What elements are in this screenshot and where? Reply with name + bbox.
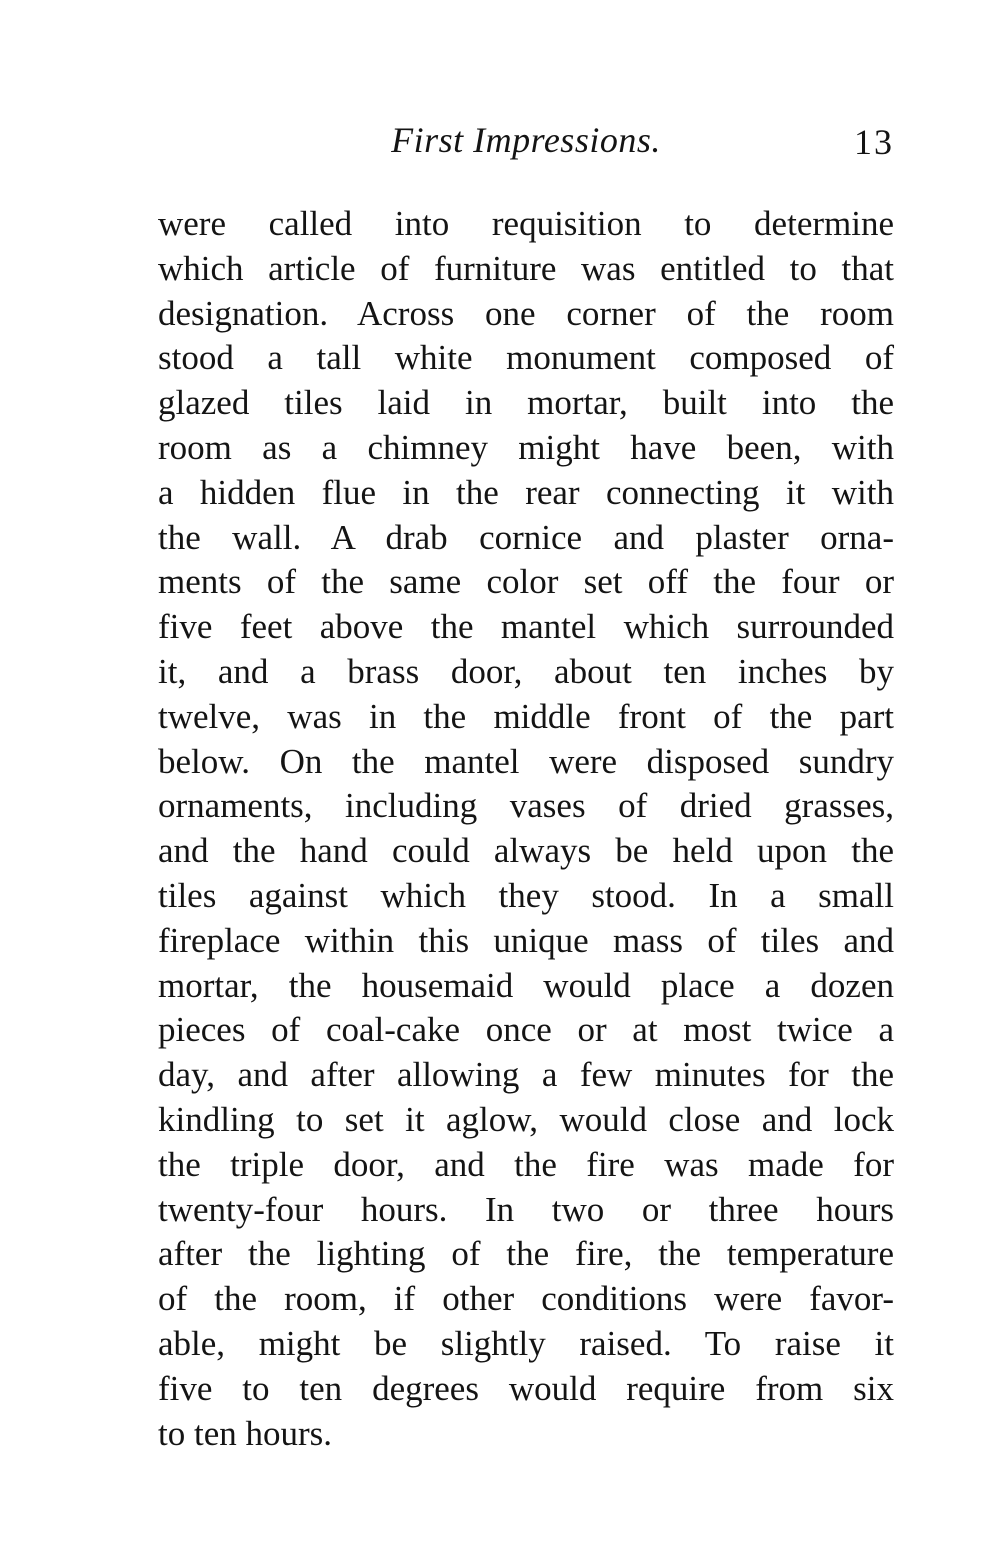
text-line: five feet above the mantel which surrounded xyxy=(158,607,894,647)
text-line: able, might be slightly raised. To raise it xyxy=(158,1323,894,1363)
text-line: stood a tall white monument composed of xyxy=(158,338,894,378)
running-title: First Impressions. xyxy=(391,120,661,160)
text-line: it, and a brass door, about ten inches by xyxy=(158,651,894,691)
text-line: the triple door, and the fire was made for xyxy=(158,1144,894,1184)
text-line: which article of furniture was entitled to that xyxy=(158,248,894,288)
text-line: five to ten degrees would require from six xyxy=(158,1368,894,1408)
text-line: of the room, if other conditions were favor- xyxy=(158,1279,894,1319)
text-line: below. On the mantel were disposed sundry xyxy=(158,741,894,781)
text-line: kindling to set it aglow, would close and lock xyxy=(158,1099,894,1139)
text-line: to ten hours. xyxy=(158,1413,333,1453)
text-line: ornaments, including vases of dried grasses, xyxy=(158,786,894,826)
text-line: tiles against which they stood. In a small xyxy=(158,875,894,915)
text-line: were called into requisition to determine xyxy=(158,204,894,243)
page-number: 13 xyxy=(854,122,894,162)
text-line: day, and after allowing a few minutes for the xyxy=(158,1055,894,1095)
text-line: ments of the same color set off the four or xyxy=(158,562,894,602)
text-line: room as a chimney might have been, with xyxy=(158,427,894,467)
text-line: glazed tiles laid in mortar, built into the xyxy=(158,383,894,423)
text-line: twenty-four hours. In two or three hours xyxy=(158,1189,894,1229)
text-line: mortar, the housemaid would place a dozen xyxy=(158,965,894,1005)
body-text xyxy=(158,202,894,1456)
running-head xyxy=(158,120,894,170)
text-line: designation. Across one corner of the room xyxy=(158,293,894,333)
text-line: fireplace within this unique mass of tiles and xyxy=(158,920,894,960)
text-line: pieces of coal-cake once or at most twice a xyxy=(158,1010,894,1050)
text-line: a hidden flue in the rear connecting it with xyxy=(158,472,894,512)
text-line: the wall. A drab cornice and plaster orna- xyxy=(158,517,894,557)
text-line: after the lighting of the fire, the temperature xyxy=(158,1234,894,1274)
text-line: and the hand could always be held upon the xyxy=(158,831,894,871)
text-line: twelve, was in the middle front of the part xyxy=(158,696,894,736)
